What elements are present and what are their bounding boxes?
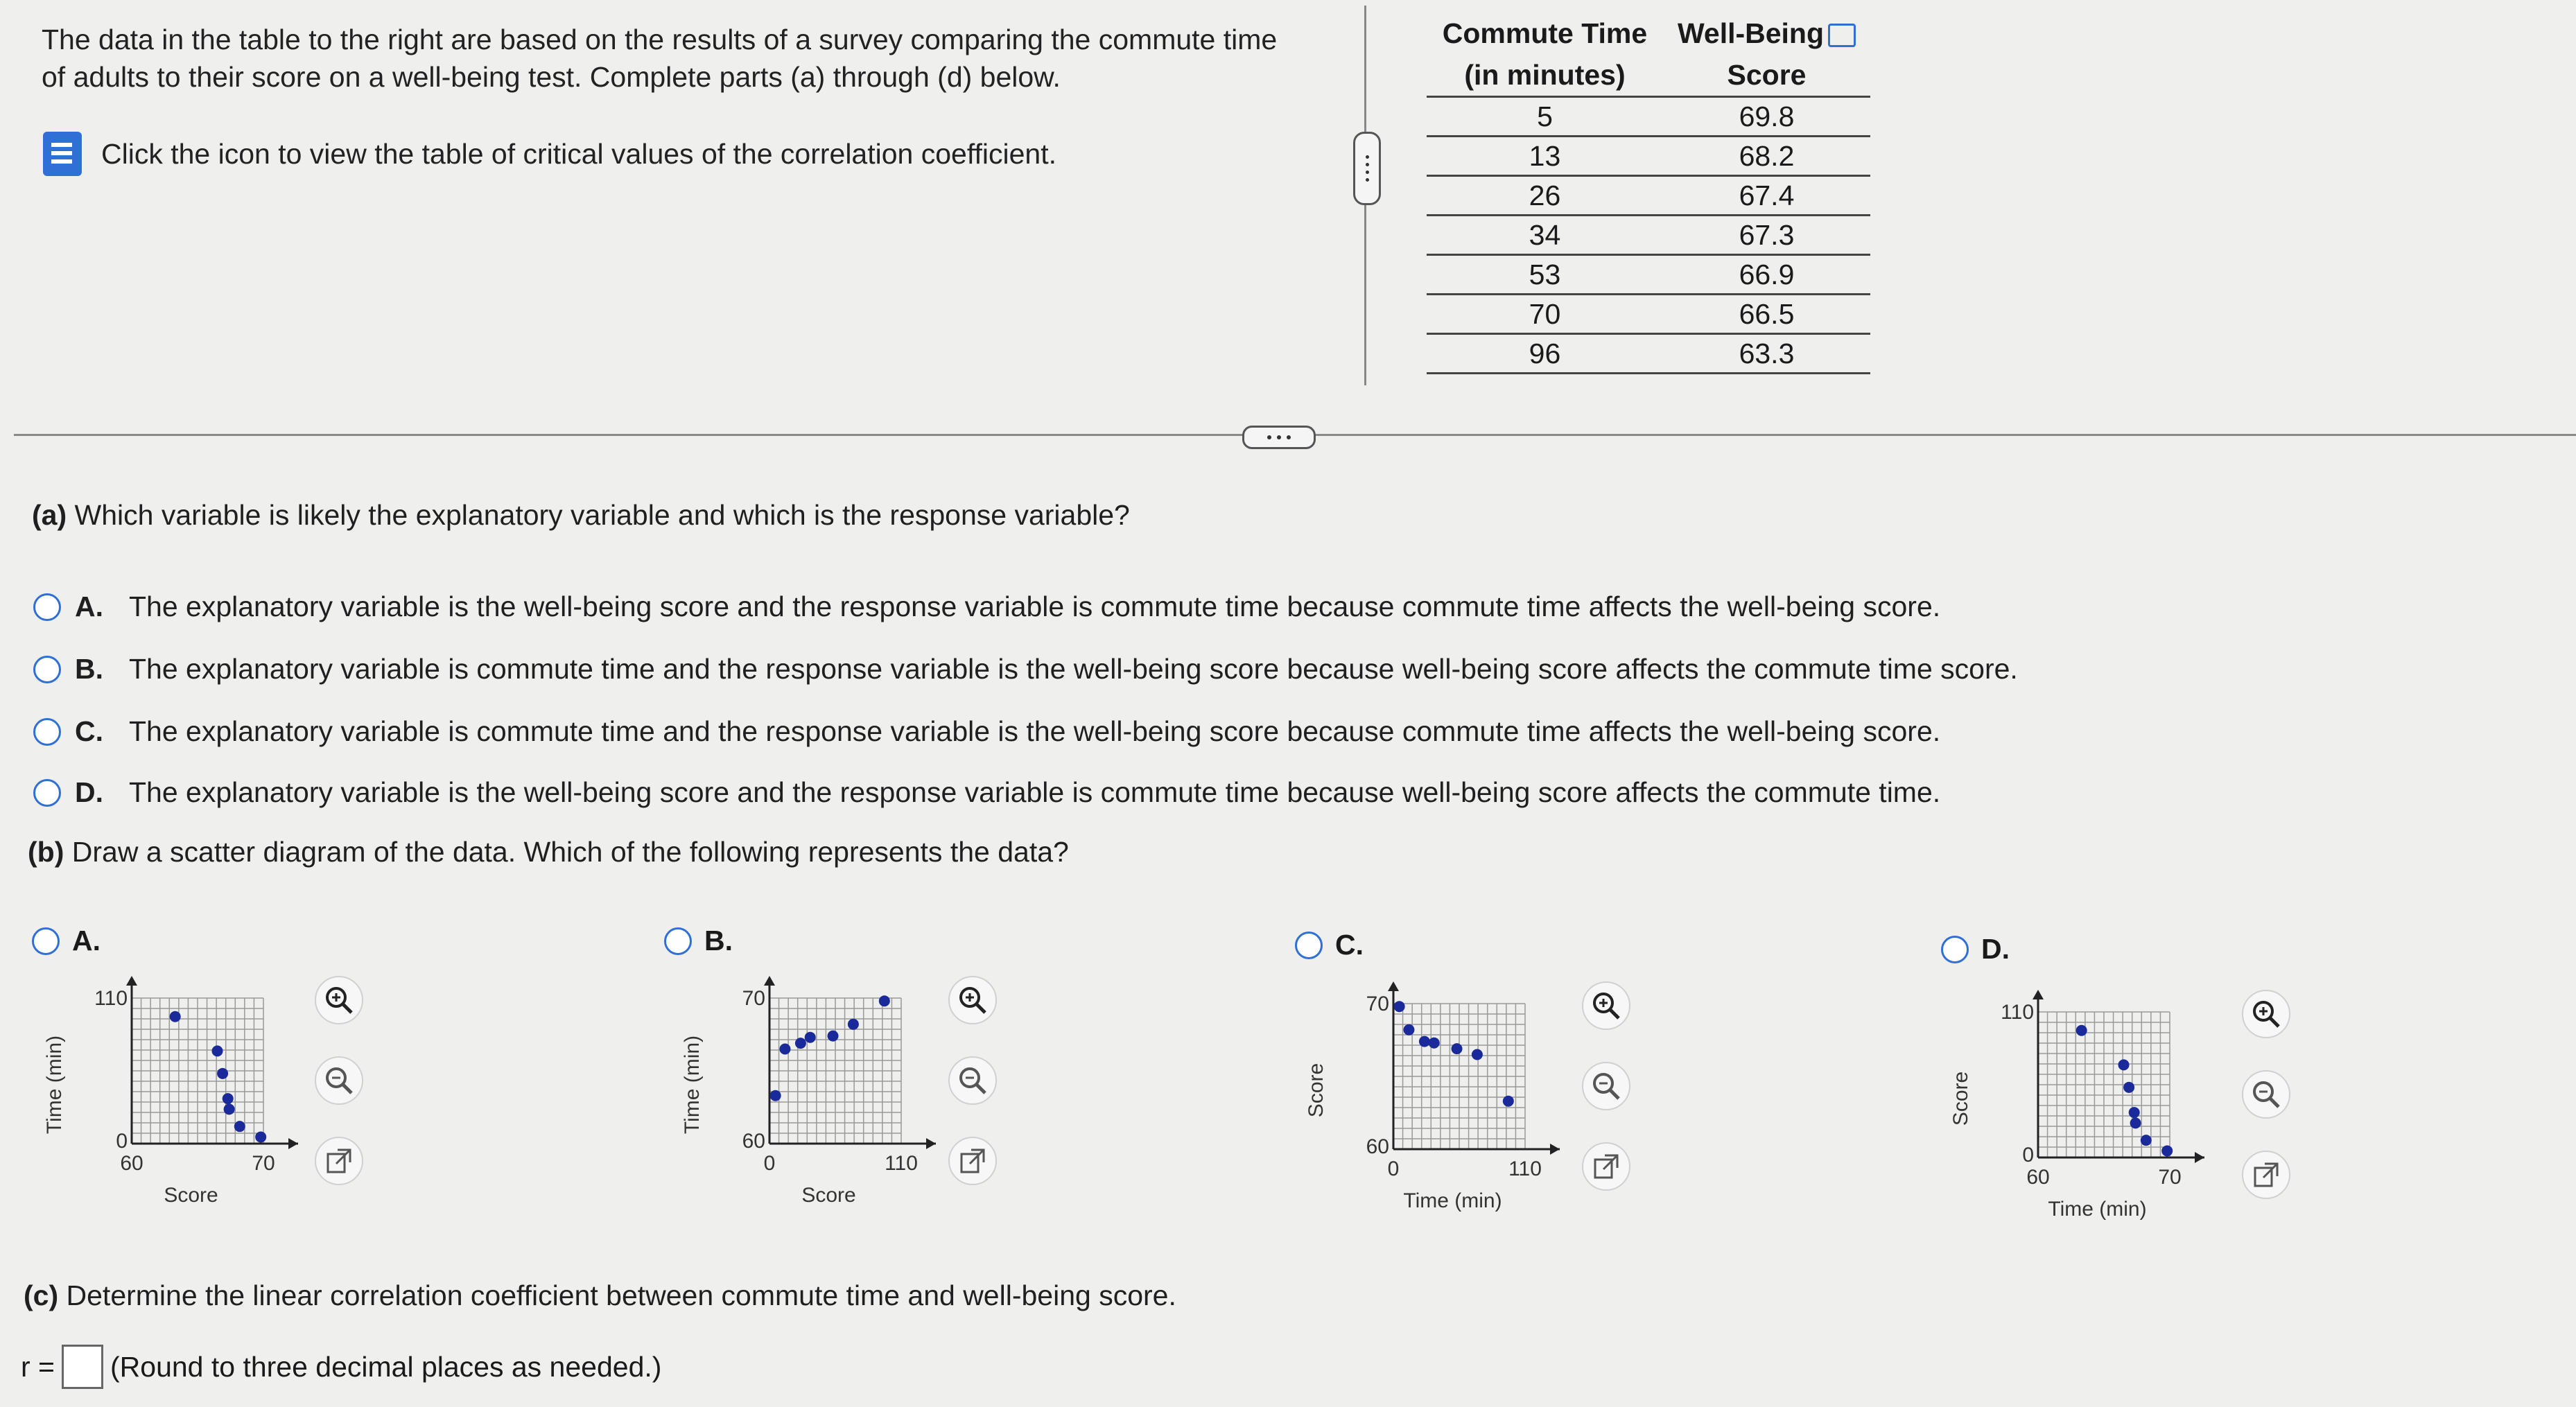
x-tick-label: 70 (252, 1152, 275, 1175)
data-point (255, 1131, 266, 1142)
zoom-in-icon[interactable] (948, 976, 997, 1024)
data-point (1419, 1036, 1430, 1047)
zoom-out-icon[interactable] (1582, 1062, 1630, 1110)
r-answer-row (21, 1345, 661, 1389)
intro-text: The data in the table to the right are based on the results of a survey comparing the commute time of adults to their score on a well-being test. Complete parts (a) through (d) below. (42, 24, 1278, 93)
part-a-option-c[interactable]: C. The explanatory variable is commute time and the response variable is the well-being score because commute time affects the well-being score. (33, 715, 1940, 748)
critical-values-text: Click the icon to view the table of critical values of the correlation coefficient. (101, 137, 1056, 170)
x-tick-label: 70 (2158, 1166, 2182, 1189)
zoom-out-icon[interactable] (2242, 1070, 2290, 1119)
chart-d-tools (2242, 990, 2290, 1199)
scatter-chart-c (1289, 976, 1594, 1239)
x-axis-arrow (1550, 1144, 1560, 1155)
open-external-icon[interactable] (2242, 1151, 2290, 1199)
col-header-time-1: Commute Time (1442, 17, 1648, 49)
table-row: 70 66.5 (1427, 295, 1870, 334)
data-point (1503, 1096, 1514, 1107)
part-a-option-b[interactable]: B. The explanatory variable is commute time and the response variable is the well-being score because well-being score affects the commute time score. (33, 653, 2018, 685)
x-axis-label: Time (min) (1403, 1189, 1502, 1212)
x-axis-label: Time (min) (2048, 1198, 2147, 1221)
data-point (2076, 1025, 2087, 1036)
data-point (1472, 1049, 1483, 1060)
col-header-time-2: (in minutes) (1427, 54, 1663, 97)
x-axis-arrow (288, 1138, 298, 1149)
part-a-question: (a) Which variable is likely the explanatory variable and which is the response variable? (32, 499, 1130, 531)
table-row: 5 69.8 (1427, 97, 1870, 137)
data-point (770, 1090, 781, 1101)
data-point (779, 1044, 790, 1055)
y-tick-label: 0 (2022, 1144, 2034, 1166)
chart-radio-b[interactable] (664, 927, 692, 955)
x-tick-label: 60 (120, 1152, 143, 1175)
data-point (170, 1011, 181, 1022)
book-icon[interactable] (43, 132, 82, 176)
part-b-question: (b) Draw a scatter diagram of the data. Which of the following represents the data? (28, 836, 1069, 868)
data-point (805, 1032, 816, 1043)
col-header-score-1: Well-Being (1663, 12, 1870, 54)
data-point (1429, 1038, 1440, 1049)
chart-option-c[interactable]: C. (1295, 929, 1364, 961)
zoom-in-icon[interactable] (315, 976, 363, 1024)
x-tick-label: 0 (763, 1152, 776, 1175)
table-row: 53 66.9 (1427, 255, 1870, 295)
data-point (224, 1103, 235, 1115)
zoom-in-icon[interactable] (2242, 990, 2290, 1038)
data-point (1394, 1001, 1405, 1012)
y-axis-label: Time (min) (681, 1035, 704, 1135)
part-a-option-d[interactable]: D. The explanatory variable is the well-being score and the response variable is commute time because well-being score affects the commute time. (33, 776, 1940, 809)
x-axis-arrow (2195, 1152, 2204, 1163)
chart-radio-d[interactable] (1941, 936, 1969, 963)
y-axis-label: Score (1305, 1063, 1328, 1118)
data-point (212, 1045, 223, 1056)
y-tick-label: 110 (2001, 1001, 2034, 1024)
chart-option-d[interactable]: D. (1941, 933, 2010, 965)
data-point (2118, 1059, 2130, 1070)
table-row: 34 67.3 (1427, 216, 1870, 255)
x-axis-label: Score (801, 1184, 856, 1207)
data-point (828, 1031, 839, 1042)
y-axis-label: Time (min) (43, 1035, 66, 1135)
chart-option-b[interactable]: B. (664, 925, 733, 957)
zoom-in-icon[interactable] (1582, 981, 1630, 1030)
table-row: 26 67.4 (1427, 176, 1870, 216)
r-label: r = (21, 1350, 55, 1383)
scatter-chart-a (28, 970, 333, 1234)
table-row: 13 68.2 (1427, 137, 1870, 176)
chart-b-tools (948, 976, 997, 1185)
y-axis-arrow (2033, 990, 2044, 999)
chart-c-tools (1582, 981, 1630, 1191)
r-input[interactable] (62, 1345, 103, 1389)
x-axis-label: Score (164, 1184, 218, 1207)
x-tick-label: 110 (885, 1152, 918, 1175)
chart-radio-c[interactable] (1295, 932, 1323, 959)
copy-icon[interactable] (1828, 24, 1856, 47)
data-point (848, 1019, 859, 1030)
y-tick-label: 0 (116, 1130, 128, 1153)
y-tick-label: 70 (1366, 993, 1389, 1015)
zoom-out-icon[interactable] (948, 1056, 997, 1105)
critical-values-link[interactable] (43, 132, 1056, 176)
part-a-option-a[interactable]: A. The explanatory variable is the well-being score and the response variable is commute time because commute time affects the well-being score. (33, 591, 1940, 623)
chart-a-tools (315, 976, 363, 1185)
radio-a[interactable] (33, 593, 61, 621)
col-header-score-2: Score (1663, 54, 1870, 97)
part-c-question: (c) Determine the linear correlation coefficient between commute time and well-being score. (24, 1279, 1176, 1311)
y-tick-label: 110 (94, 987, 128, 1010)
x-axis-arrow (926, 1138, 936, 1149)
y-tick-label: 60 (742, 1130, 765, 1153)
radio-c[interactable] (33, 718, 61, 746)
scatter-chart-d (1934, 984, 2239, 1248)
r-hint: (Round to three decimal places as needed.) (110, 1350, 662, 1383)
open-external-icon[interactable] (948, 1137, 997, 1185)
radio-b[interactable] (33, 656, 61, 683)
data-point (2141, 1135, 2152, 1146)
y-tick-label: 60 (1366, 1135, 1389, 1158)
open-external-icon[interactable] (315, 1137, 363, 1185)
open-external-icon[interactable] (1582, 1142, 1630, 1191)
data-point (2161, 1145, 2173, 1156)
x-tick-label: 110 (1508, 1157, 1542, 1180)
vertical-resize-handle[interactable] (1353, 132, 1381, 205)
data-point (2129, 1107, 2140, 1118)
scatter-chart-b (665, 970, 971, 1234)
y-axis-arrow (764, 976, 775, 986)
horizontal-resize-handle[interactable] (1242, 426, 1316, 449)
data-point (217, 1068, 228, 1079)
data-point (1452, 1043, 1463, 1054)
y-axis-arrow (126, 976, 137, 986)
y-axis-arrow (1388, 981, 1399, 991)
data-point (223, 1093, 234, 1104)
data-point (795, 1038, 806, 1049)
x-tick-label: 0 (1387, 1157, 1400, 1180)
chart-option-a[interactable]: A. (32, 925, 101, 957)
zoom-out-icon[interactable] (315, 1056, 363, 1105)
data-point (2130, 1117, 2141, 1128)
chart-radio-a[interactable] (32, 927, 60, 955)
data-table (1427, 12, 1870, 374)
data-point (879, 995, 890, 1006)
data-point (234, 1121, 245, 1132)
x-tick-label: 60 (2026, 1166, 2050, 1189)
y-tick-label: 70 (742, 987, 765, 1010)
table-row: 96 63.3 (1427, 334, 1870, 374)
radio-d[interactable] (33, 779, 61, 807)
data-point (2123, 1082, 2134, 1093)
y-axis-label: Score (1949, 1071, 1972, 1126)
data-point (1403, 1024, 1414, 1035)
